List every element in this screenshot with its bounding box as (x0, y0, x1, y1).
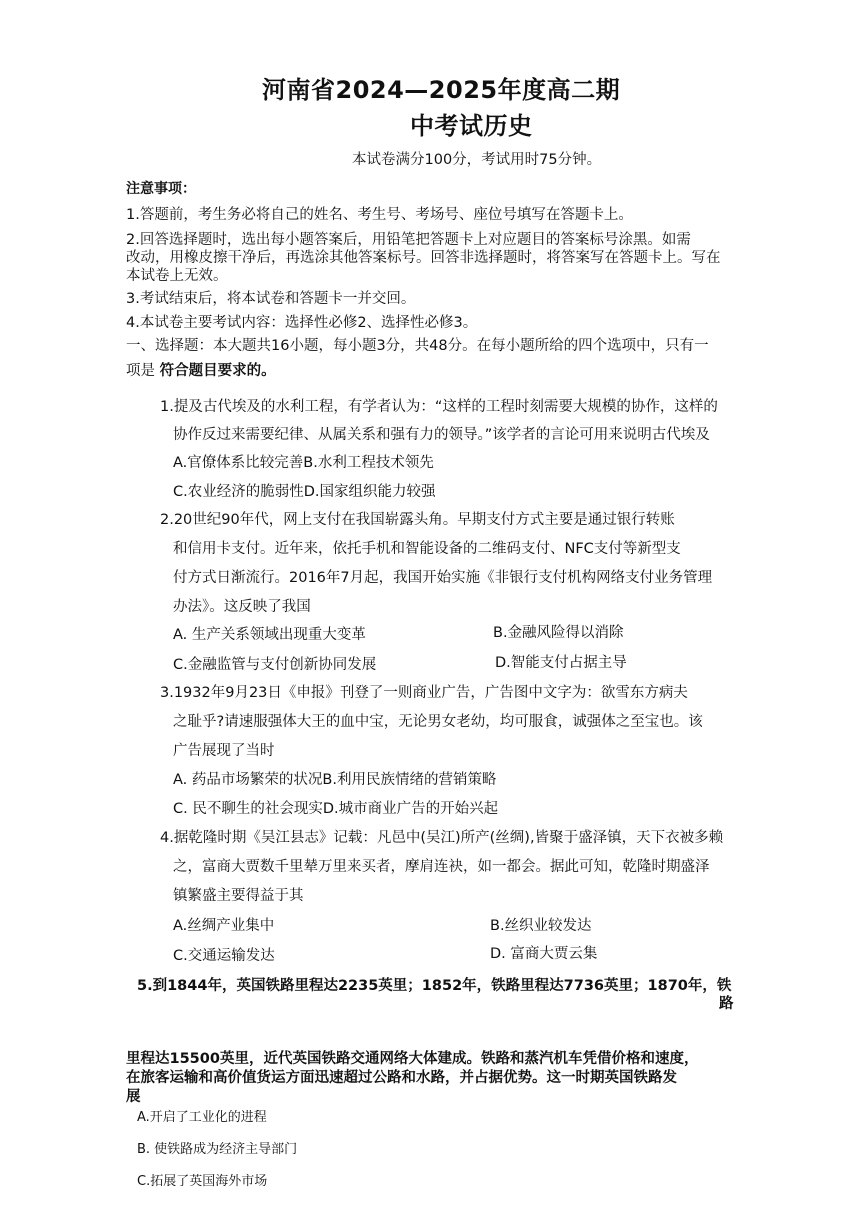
note-line: 3.考试结束后，将本试卷和答题卡一并交回。 (126, 291, 416, 307)
page-title-line2: 中考试历史 (410, 112, 533, 140)
q2-option-a: A. 生产关系领域出现重大变革 (173, 627, 366, 643)
note-line: 1.答题前，考生务必将自己的姓名、考生号、考场号、座位号填写在答题卡上。 (126, 207, 633, 223)
note-line: 2.回答选择题时，选出每小题答案后，用铅笔把答题卡上对应题目的答案标号涂黑。如需 (126, 232, 691, 248)
note-line: 本试卷上无效。 (126, 268, 228, 284)
q5-body-line: 里程达15500英里，近代英国铁路交通网络大体建成。铁路和蒸汽机车凭借价格和速度， (126, 1051, 699, 1067)
q5-body-line: 展 (126, 1089, 141, 1105)
q3-options-cd: C. 民不聊生的社会现实D.城市商业广告的开始兴起 (173, 801, 499, 817)
q5-stem-line1-end: 路 (719, 996, 734, 1012)
note-line: 改动，用橡皮擦干净后，再选涂其他答案标号。回答非选择题时，将答案写在答题卡上。写在 (126, 250, 721, 266)
page-subtitle: 本试卷满分100分，考试用时75分钟。 (352, 152, 602, 168)
q3-options-ab: A. 药品市场繁荣的状况B.利用民族情绪的营销策略 (173, 772, 497, 788)
q4-option-a: A.丝绸产业集中 (173, 918, 275, 934)
q5-option-a: A.开启了工业化的进程 (137, 1110, 267, 1125)
section-instructions: 一、选择题：本大题共16小题，每小题3分，共48分。在每小题所给的四个选项中，只有一 (126, 338, 709, 354)
notes-heading: 注意事项： (126, 181, 196, 197)
q4-stem-line: 4.据乾隆时期《吴江县志》记载：凡邑中(吴江)所产(丝绸),皆聚于盛泽镇，天下衣被多赖 (160, 830, 724, 846)
q4-stem-line: 镇繁盛主要得益于其 (173, 888, 304, 904)
section-bold: 符合题目要求的。 (159, 363, 276, 379)
q2-option-c: C.金融监管与支付创新协同发展 (173, 657, 377, 673)
q1-stem-line: 1.提及古代埃及的水利工程，有学者认为：“这样的工程时刻需要大规模的协作，这样的 (160, 399, 718, 415)
q2-option-d: D.智能支付占据主导 (495, 655, 627, 671)
q1-options-ab: A.官僚体系比较完善B.水利工程技术领先 (173, 455, 434, 471)
q4-option-d: D. 富商大贾云集 (490, 946, 598, 962)
q5-body-line: 在旅客运输和高价值货运方面迅速超过公路和水路，并占据优势。这一时期英国铁路发 (126, 1070, 677, 1086)
q2-stem-line: 2.20世纪90年代，网上支付在我国崭露头角。早期支付方式主要是通过银行转账 (160, 512, 675, 528)
section-instructions-2 (126, 359, 276, 380)
note-line: 4.本试卷主要考试内容：选择性必修2、选择性必修3。 (126, 315, 478, 331)
q3-stem-line: 之耻乎?请速服强体大王的血中宝，无论男女老幼，均可服食，诚强体之至宝也。该 (173, 714, 703, 730)
q2-stem-line: 办法》。这反映了我国 (173, 599, 311, 615)
q2-stem-line: 付方式日渐流行。2016年7月起，我国开始实施《非银行支付机构网络支付业务管理 (173, 570, 713, 586)
q3-stem-line: 广告展现了当时 (173, 743, 275, 759)
q3-stem-line: 3.1932年9月23日《申报》刊登了一则商业广告，广告图中文字为：欲雪东方病夫 (160, 685, 688, 701)
q4-stem-line: 之，富商大贾数千里辇万里来买者，摩肩连袂，如一都会。据此可知，乾隆时期盛泽 (173, 859, 710, 875)
q5-stem-line1: 5.到1844年，英国铁路里程达2235英里；1852年，铁路里程达7736英里；1870年，铁 (137, 978, 732, 994)
q4-option-c: C.交通运输发达 (173, 948, 275, 964)
q4-option-b: B.丝织业较发达 (490, 918, 592, 934)
q5-option-b: B. 使铁路成为经济主导部门 (137, 1142, 298, 1157)
q2-option-b: B.金融风险得以消除 (493, 625, 624, 641)
section-prefix: 项是 (126, 363, 160, 379)
q1-stem-line: 协作反过来需要纪律、从属关系和强有力的领导。”该学者的言论可用来说明古代埃及 (173, 427, 710, 443)
q1-options-cd: C.农业经济的脆弱性D.国家组织能力较强 (173, 484, 436, 500)
page-title-line1: 河南省2024—2025年度高二期 (262, 76, 621, 104)
q2-stem-line: 和信用卡支付。近年来，依托手机和智能设备的二维码支付、NFC支付等新型支 (173, 541, 681, 557)
q5-option-c: C.拓展了英国海外市场 (137, 1174, 268, 1189)
